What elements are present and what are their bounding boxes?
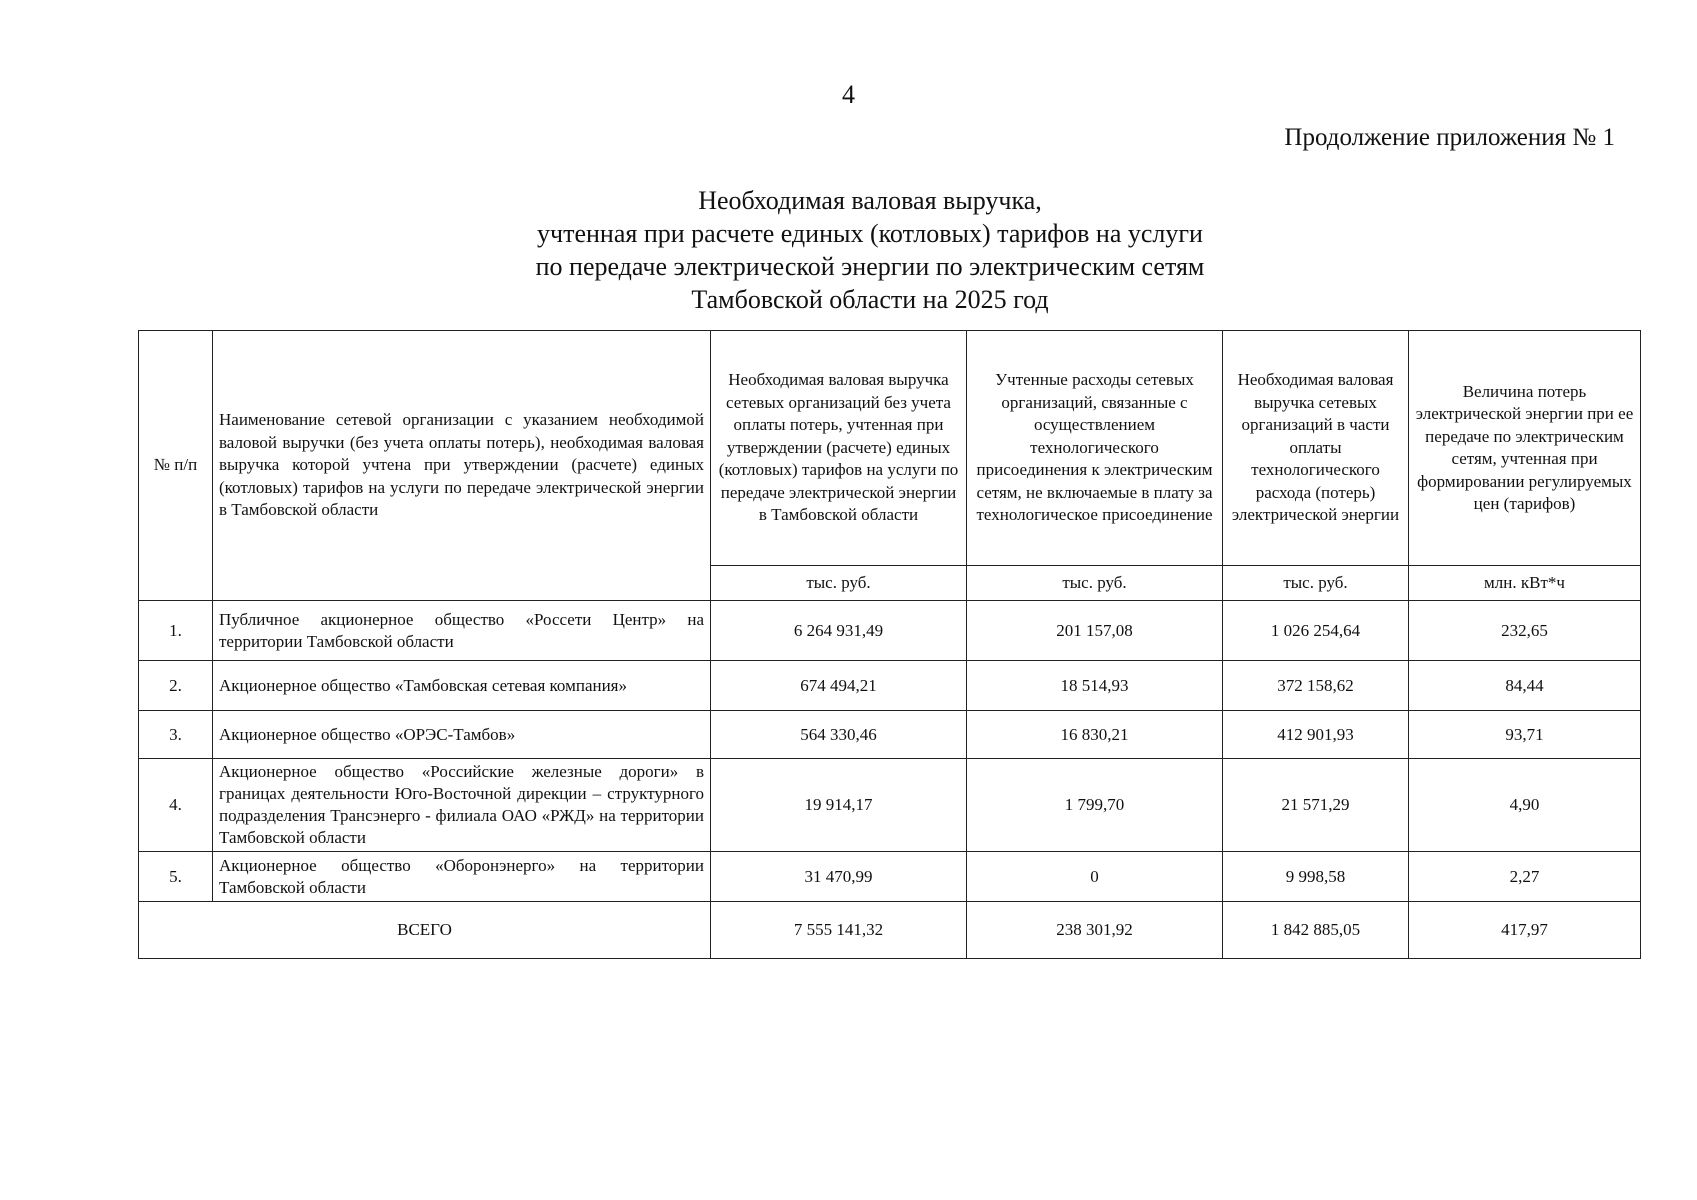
header-num: № п/п [139, 331, 213, 601]
losses-volume-value: 232,65 [1409, 601, 1641, 661]
table-row [139, 852, 1641, 902]
document-title [420, 184, 1320, 316]
organization-name: Акционерное общество «Оборонэнерго» на территории Тамбовской области [213, 852, 711, 902]
losses-payment-value: 1 026 254,64 [1223, 601, 1409, 661]
title-line: по передаче электрической энергии по электрическим сетям [535, 252, 1205, 281]
losses-payment-value: 372 158,62 [1223, 661, 1409, 711]
header-col1: Необходимая валовая выручка сетевых организаций без учета оплаты потерь, учтенная при утверждении (расчете) единых (котловых) тарифов на услуги по передаче электрической энергии в Тамбовской области [711, 331, 967, 566]
table-row [139, 601, 1641, 661]
organization-name: Акционерное общество «Тамбовская сетевая компания» [213, 661, 711, 711]
total-row [139, 902, 1641, 959]
total-losses-payment: 1 842 885,05 [1223, 902, 1409, 959]
row-number: 4. [139, 759, 213, 852]
total-revenue: 7 555 141,32 [711, 902, 967, 959]
losses-payment-value: 21 571,29 [1223, 759, 1409, 852]
revenue-value: 6 264 931,49 [711, 601, 967, 661]
title-line: учтенная при расчете единых (котловых) тарифов на услуги [537, 219, 1203, 248]
revenue-value: 31 470,99 [711, 852, 967, 902]
connection-costs-value: 16 830,21 [967, 711, 1223, 759]
header-row [139, 331, 1641, 566]
header-name: Наименование сетевой организации с указанием необходимой валовой выручки (без учета оплаты потерь), необходимая валовая выручка которой учтена при утверждении (расчете) единых (котловых) тарифов на услуги по передаче электрической энергии в Тамбовской области [213, 331, 711, 601]
row-number: 3. [139, 711, 213, 759]
connection-costs-value: 0 [967, 852, 1223, 902]
connection-costs-value: 18 514,93 [967, 661, 1223, 711]
table-row [139, 711, 1641, 759]
title-line: Тамбовской области на 2025 год [691, 285, 1049, 314]
header-col3: Необходимая валовая выручка сетевых организаций в части оплаты технологического расхода (потерь) электрической энергии [1223, 331, 1409, 566]
unit-col1: тыс. руб. [711, 566, 967, 601]
revenue-value: 674 494,21 [711, 661, 967, 711]
losses-volume-value: 4,90 [1409, 759, 1641, 852]
total-losses-volume: 417,97 [1409, 902, 1641, 959]
losses-volume-value: 93,71 [1409, 711, 1641, 759]
table-row [139, 759, 1641, 852]
total-label: ВСЕГО [139, 902, 711, 959]
unit-col2: тыс. руб. [967, 566, 1223, 601]
losses-payment-value: 412 901,93 [1223, 711, 1409, 759]
revenue-value: 564 330,46 [711, 711, 967, 759]
losses-volume-value: 2,27 [1409, 852, 1641, 902]
header-col4: Величина потерь электрической энергии при ее передаче по электрическим сетям, учтенная при формировании регулируемых цен (тарифов) [1409, 331, 1641, 566]
revenue-value: 19 914,17 [711, 759, 967, 852]
losses-payment-value: 9 998,58 [1223, 852, 1409, 902]
unit-col3: тыс. руб. [1223, 566, 1409, 601]
row-number: 5. [139, 852, 213, 902]
organization-name: Акционерное общество «ОРЭС-Тамбов» [213, 711, 711, 759]
unit-col4: млн. кВт*ч [1409, 566, 1641, 601]
organization-name: Публичное акционерное общество «Россети Центр» на территории Тамбовской области [213, 601, 711, 661]
page-number: 4 [842, 80, 855, 109]
connection-costs-value: 201 157,08 [967, 601, 1223, 661]
revenue-table [138, 330, 1641, 959]
connection-costs-value: 1 799,70 [967, 759, 1223, 852]
losses-volume-value: 84,44 [1409, 661, 1641, 711]
organization-name: Акционерное общество «Российские железные дороги» в границах деятельности Юго-Восточной дирекции – структурного подразделения Трансэнерго - филиала ОАО «РЖД» на территории Тамбовской области [213, 759, 711, 852]
total-connection-costs: 238 301,92 [967, 902, 1223, 959]
title-line: Необходимая валовая выручка, [698, 186, 1042, 215]
header-col2: Учтенные расходы сетевых организаций, связанные с осуществлением технологического присоединения к электрическим сетям, не включаемые в плату за технологическое присоединение [967, 331, 1223, 566]
table-row [139, 661, 1641, 711]
row-number: 1. [139, 601, 213, 661]
row-number: 2. [139, 661, 213, 711]
appendix-continuation: Продолжение приложения № 1 [1284, 124, 1615, 151]
